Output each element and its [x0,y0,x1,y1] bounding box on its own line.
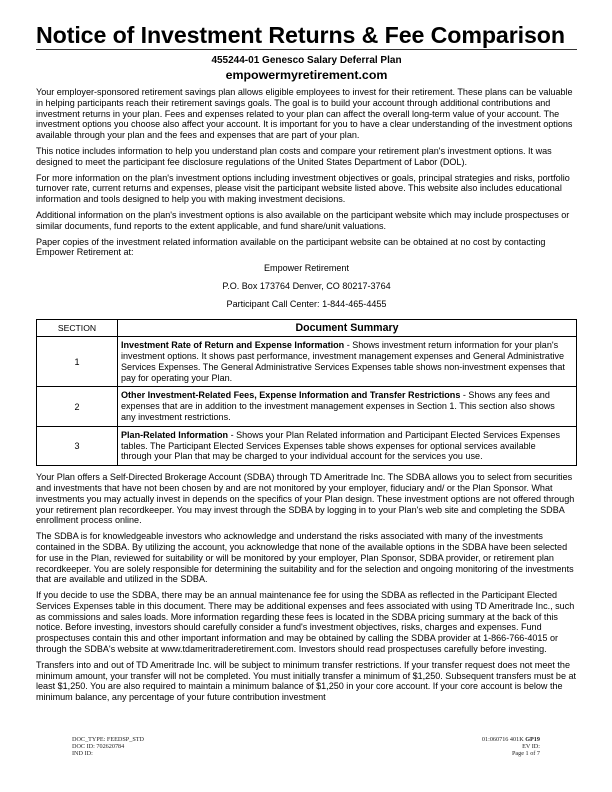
intro-paragraph: For more information on the plan's investment options including investment objectives or goals, principal strategies and risks, portfolio turnover rate, current returns and expenses, please visit the participant website listed above. This website also includes educational information and tools designed to help you with making investment decisions. [36,172,570,205]
section-heading: Plan-Related Information [121,429,229,440]
sdba-paragraph: If you decide to use the SDBA, there may be an annual maintenance fee for using the SDBA as reflected in the Participant Elected Services Expenses table in this document. There may be additional expenses and fees associated with using TD Ameritrade Inc., such as commissions and sales loads. More information regarding these fees is located in the SDBA pricing summary at the back of this notice. Before investing, investors should carefully consider a fund's investment objectives, risks, charges and expenses. Fund prospectuses contain this and other important information and may be obtained by calling the SDBA provider at 1-866-766-4015 or through the SDBA's website at www.tdameritraderetirement.com. Investors should read prospectuses carefully before investing. [36,590,575,655]
table-row [37,337,577,387]
sdba-paragraph: Transfers into and out of TD Ameritrade Inc. will be subject to minimum transfer restrictions. If your transfer request does not meet the minimum amount, your transfer will not be completed. You must initially transfer a minimum of $1,250. Subsequent transfers must be at least $1,250. You are also required to maintain a minimum balance of $1,250 in your core account. If your core account is below the minimum balance, any percentage of your future contribution investment [36,659,577,703]
intro-paragraph: Your employer-sponsored retirement savings plan allows eligible employees to invest for their retirement. These plans can be valuable in helping participants reach their retirement savings goals. The goal is to build your account through additional contributions and investment returns in your plan. Fees and expenses related to your plan can affect the overall long-term value of your account. The investment options you choose also affect your account. It is important for you to have a clear understanding of the investment options available through your plan and the fees and expenses that are part of your plan. [36,87,573,141]
address-call-center: Participant Call Center: 1-844-465-4455 [226,299,387,310]
title-divider [36,49,577,50]
footer-doc-id: DOC ID: 702620784 [72,743,125,750]
section-number: 2 [37,387,118,426]
intro-paragraph: Paper copies of the investment related information available on the participant website can be obtained at no cost by contacting Empower Retirement at: [36,236,546,258]
address-po-box: P.O. Box 173764 Denver, CO 80217-3764 [222,281,391,292]
sdba-paragraph: The SDBA is for knowledgeable investors who acknowledge and understand the risks associated with many of the investments contained in the SDBA. By utilizing the account, you acknowledge that none of the available options in the SDBA have been selected for use in the Plan, reviewed for suitability or will be monitored by your employer, Plan Sponsor, SDBA provider, or retirement plan recordkeeper. You are solely responsible for determining the suitability and for the selection and ongoing monitoring of the investments that are available and utilized in the SDBA. [36,531,574,585]
section-description [118,426,577,465]
intro-paragraph: This notice includes information to help you understand plan costs and compare your retirement plan's investment options. It was designed to meet the participant fee disclosure regulations of the United States Department of Labor (DOL). [36,145,552,167]
document-page [36,22,577,708]
plan-website: empowermyretirement.com [225,68,388,82]
footer-doc-info [72,736,144,757]
section-description [118,337,577,387]
footer-page-number: Page 1 of 7 [511,750,540,757]
contact-address [36,263,577,310]
footer-ind-id: IND ID: [72,750,93,757]
footer-doc-type: DOC_TYPE: FEEDSP_STD [72,736,145,743]
table-row [37,426,577,465]
address-name: Empower Retirement [264,263,349,274]
section-column-header: SECTION [37,320,118,337]
table-row [37,387,577,426]
document-title: Notice of Investment Returns & Fee Comparison [36,22,565,48]
section-heading: Other Investment-Related Fees, Expense Information and Transfer Restrictions [121,390,461,401]
section-heading: Investment Rate of Return and Expense Information [121,340,345,351]
footer-ev-id: EV ID: [522,743,540,750]
footer-code-bold: GP19 [525,736,540,743]
table-header-row [37,320,577,337]
footer-page-info [470,736,540,757]
section-text: - Shows your Plan Related information and Participant Elected Services Expenses tables. The Participant Elected Services Expenses table shows expenses for optional services available through your Plan that may be charged to your individual account for the services you use. [121,429,560,462]
footer-code [470,736,540,743]
section-text: - Shows investment return information for your plan's investment options. It shows past performance, investment management expenses and General Administrative Services Expenses. The General Administrative Services Expenses table shows non-investment expenses that pay for operating your Plan. [121,340,565,383]
section-number: 1 [37,337,118,387]
footer-code-prefix: 01:060716 401K [481,736,526,743]
document-summary-table [36,319,577,466]
sdba-paragraph: Your Plan offers a Self-Directed Brokerage Account (SDBA) through TD Ameritrade Inc. The SDBA allows you to select from securities and investments that have not been chosen by and are not monitored by your employer, fiduciary and/ or the Plan Sponsor. What investments you may actually invest in depends on the specifics of your Plan design. These investment options are not offered through your retirement plan recordkeeper. You may invest through the SDBA by logging in to your Plan's web site and completing the SDBA enrollment process online. [36,472,575,526]
section-text: - Shows any fees and expenses that are in addition to the investment management expenses in Section 1. This section also shows any investment restrictions. [121,390,555,422]
intro-paragraph: Additional information on the plan's investment options is also available on the participant website which may include prospectuses or similar documents, fund reports to the extent applicable, and fund share/unit valuations. [36,209,570,231]
section-number: 3 [37,426,118,465]
summary-column-header: Document Summary [118,320,577,337]
plan-id-line: 455244-01 Genesco Salary Deferral Plan [211,55,402,66]
section-description [118,387,577,426]
